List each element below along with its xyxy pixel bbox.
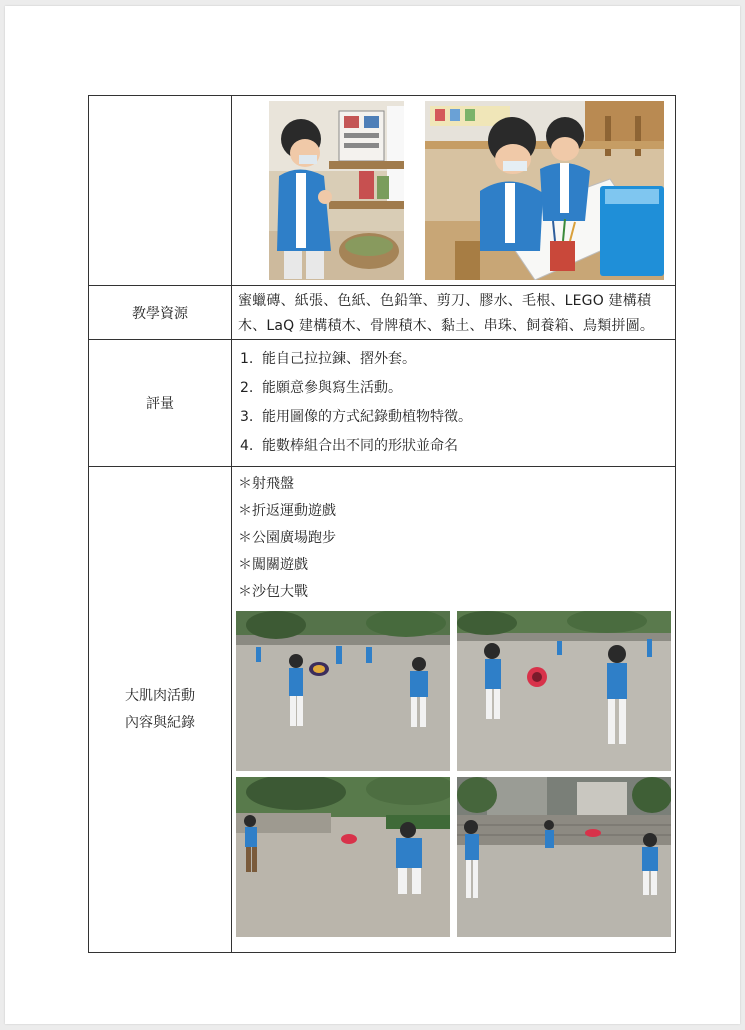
activity-list [232,467,675,606]
activity-item: ＊公園廣場跑步 [238,530,336,546]
evaluation-label: 評量 [89,340,232,467]
gross-motor-cell [232,467,676,953]
activity-item: ＊闖關遊戲 [238,557,308,573]
lesson-record-table [88,95,676,953]
children-drawing-at-table-photo [425,101,664,280]
activity-item: ＊射飛盤 [238,476,294,492]
evaluation-item: 3. 能用圖像的方式紀錄動植物特徵。 [240,409,472,425]
evaluation-item: 2. 能願意參與寫生活動。 [240,380,402,396]
evaluation-item: 1. 能自己拉拉鍊、摺外套。 [240,351,416,367]
activity-item: ＊沙包大戰 [238,584,308,600]
activity-item: ＊折返運動遊戲 [238,503,336,519]
classroom-child-at-shelf-photo [269,101,404,280]
teaching-resources-row [89,286,676,340]
evaluation-list [232,340,675,466]
evaluation-row [89,340,676,467]
frisbee-play-photo-2 [457,611,671,771]
teaching-resources-label: 教學資源 [89,286,232,340]
document-page [5,6,740,1024]
gross-motor-label: 大肌肉活動 內容與紀錄 [89,467,232,953]
classroom-photos-cell [232,96,676,286]
frisbee-play-photo-3 [236,777,450,937]
frisbee-play-photo-1 [236,611,450,771]
empty-label-cell [89,96,232,286]
evaluation-cell [232,340,676,467]
classroom-photos-row [89,96,676,286]
teaching-resources-cell [232,286,676,340]
evaluation-item: 4. 能數棒組合出不同的形狀並命名 [240,438,458,454]
activity-photo-grid [232,606,675,946]
teaching-resources-text: 蜜蠟磚、紙張、色紙、色鉛筆、剪刀、膠水、毛根、LEGO 建構積木、LaQ 建構積木、骨牌積木、黏土、串珠、飼養箱、鳥類拼圖。 [238,292,655,334]
frisbee-play-photo-4 [457,777,671,937]
gross-motor-row [89,467,676,953]
